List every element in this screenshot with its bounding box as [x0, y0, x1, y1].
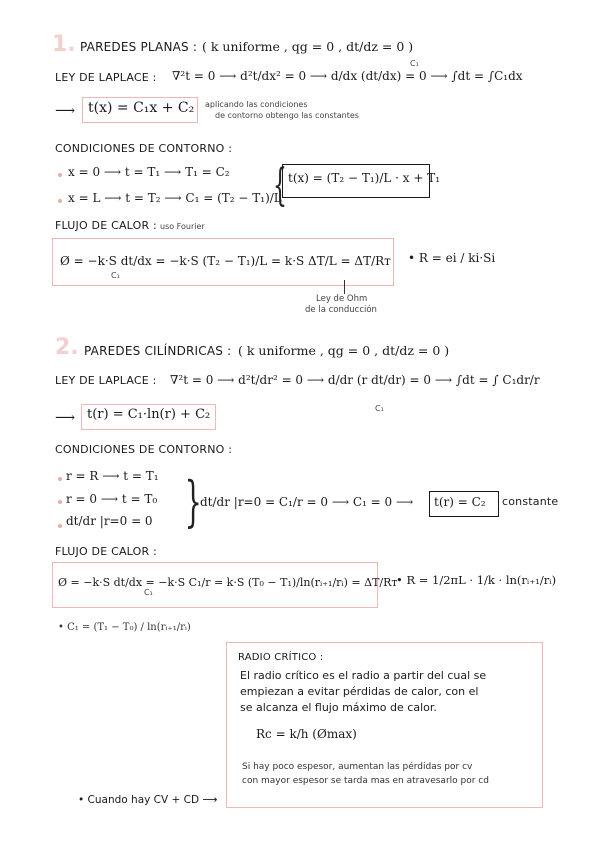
bullet-dot — [58, 524, 62, 528]
critical-note-2: con mayor espesor se tarda mas en atravesarlo por cd — [242, 776, 489, 786]
section1-bc1: x = 0 ⟶ t = T₁ ⟶ T₁ = C₂ — [68, 165, 230, 179]
section2-boundary-label: CONDICIONES DE CONTORNO : — [55, 443, 233, 456]
section1-solution-note-1: aplicando las condiciones — [205, 100, 308, 109]
critical-line-1: El radio crítico es el radio a partir del cual se — [240, 669, 487, 682]
section1-laplace-equation: ∇²t = 0 ⟶ d²t/dx² = 0 ⟶ d/dx (dt/dx) = 0 ⟶ ∫dt = ∫C₁dx — [172, 69, 523, 83]
section1-ohm-note-1: Ley de Ohm — [316, 294, 368, 304]
section1-bc-result: t(x) = (T₂ − T₁)/L · x + T₁ — [288, 171, 441, 185]
section1-resistance: • R = ei / ki·Si — [408, 251, 496, 265]
section1-flux-label: FLUJO DE CALOR : — [55, 219, 157, 232]
brace: } — [184, 470, 202, 533]
section1-boundary-label: CONDICIONES DE CONTORNO : — [55, 142, 233, 155]
section2-flux-c1: C₁ — [144, 588, 153, 597]
bullet-dot — [58, 173, 62, 177]
section2-bc2: r = 0 ⟶ t = T₀ — [66, 492, 158, 506]
section2-flux-label: FLUJO DE CALOR : — [55, 545, 157, 558]
bullet-dot — [58, 477, 62, 481]
section2-number: 2. — [55, 335, 79, 360]
ohm-pointer-line — [344, 280, 345, 294]
section1-title: PAREDES PLANAS : — [80, 40, 198, 54]
section2-flux-equation: Ø = −k·S dt/dx = −k·S C₁/r = k·S (T₀ − T₁)/ln(rᵢ₊₁/rᵢ) = ΔT/Rт — [58, 576, 398, 589]
section2-bc1: r = R ⟶ t = T₁ — [66, 469, 159, 483]
section2-bc-result-note: constante — [502, 495, 559, 508]
section2-bc-result: t(r) = C₂ — [434, 495, 486, 509]
critical-note-1: Si hay poco espesor, aumentan las pérdidas por cv — [242, 762, 473, 772]
section1-bc2: x = L ⟶ t = T₂ ⟶ C₁ = (T₂ − T₁)/L — [68, 191, 282, 205]
section2-resistance: • R = 1/2πL · 1/k · ln(rᵢ₊₁/rᵢ) — [396, 573, 557, 587]
section1-flux-c1: C₁ — [111, 271, 120, 280]
bullet-dot — [58, 199, 62, 203]
section2-laplace-c1: C₁ — [375, 404, 384, 413]
section1-solution-note-2: de contorno obtengo las constantes — [215, 111, 359, 120]
critical-line-2: empiezan a evitar pérdidas de calor, con el — [240, 685, 479, 698]
section2-laplace-equation: ∇²t = 0 ⟶ d²t/dr² = 0 ⟶ d/dr (r dt/dr) = 0 ⟶ ∫dt = ∫ C₁dr/r — [170, 373, 540, 387]
section1-laplace-c1: C₁ — [410, 59, 419, 68]
critical-formula: Rc = k/h (Ømax) — [256, 727, 357, 741]
brace: { — [273, 160, 287, 211]
section1-conditions: ( k uniforme , qg = 0 , dt/dz = 0 ) — [202, 39, 414, 54]
section1-flux-note: uso Fourier — [160, 222, 205, 231]
section1-solution: t(x) = C₁x + C₂ — [88, 100, 195, 116]
section2-solution: t(r) = C₁·ln(r) + C₂ — [87, 407, 211, 422]
section1-flux-equation: Ø = −k·S dt/dx = −k·S (T₂ − T₁)/L = k·S ΔT/L = ΔT/Rт — [60, 254, 391, 268]
critical-line-3: se alcanza el flujo máximo de calor. — [240, 701, 437, 714]
section2-title: PAREDES CILÍNDRICAS : — [84, 344, 232, 358]
bullet-dot — [58, 500, 62, 504]
section1-number: 1. — [52, 32, 76, 57]
section2-laplace-label: LEY DE LAPLACE : — [55, 374, 157, 387]
footer-bullet: • Cuando hay CV + CD ⟶ — [78, 794, 218, 806]
critical-title: RADIO CRÍTICO : — [238, 652, 324, 663]
section1-laplace-label: LEY DE LAPLACE : — [55, 71, 157, 84]
section2-bc-chain: dt/dr |r=0 = C₁/r = 0 ⟶ C₁ = 0 ⟶ — [200, 495, 414, 509]
section2-c1-value: • C₁ = (T₁ − T₀) / ln(rᵢ₊₁/rᵢ) — [58, 622, 191, 633]
section2-arrow: ⟶ — [55, 410, 76, 426]
section1-arrow: ⟶ — [55, 103, 76, 119]
section1-ohm-note-2: de la conducción — [305, 305, 377, 315]
section2-conditions: ( k uniforme , qg = 0 , dt/dz = 0 ) — [238, 343, 450, 358]
section2-bc3: dt/dr |r=0 = 0 — [66, 514, 153, 528]
